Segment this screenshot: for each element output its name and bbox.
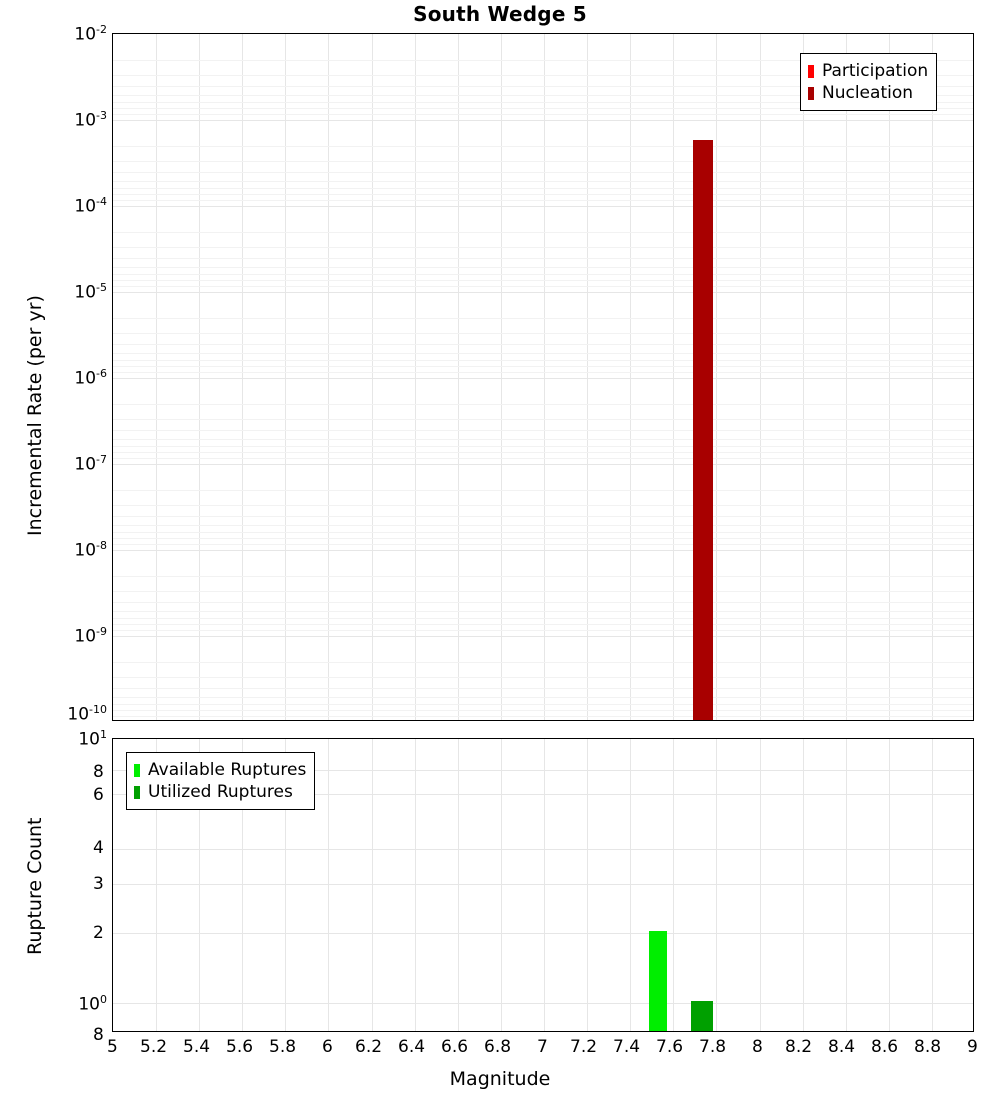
xtick-16: 8.2 xyxy=(785,1037,813,1057)
available-ruptures-swatch xyxy=(134,764,140,777)
ytick-top-8: $10^{-10}$ xyxy=(67,703,107,725)
xtick-8: 6.6 xyxy=(441,1037,469,1057)
utilized-ruptures-swatch xyxy=(134,786,140,799)
bar-available-ruptures xyxy=(649,931,667,1031)
xtick-12: 7.4 xyxy=(613,1037,641,1057)
xtick-19: 8.8 xyxy=(914,1037,942,1057)
xtick-6: 6.2 xyxy=(355,1037,383,1057)
xtick-3: 5.6 xyxy=(226,1037,254,1057)
ytick-top-4: $10^{-6}$ xyxy=(74,367,107,389)
xtick-1: 5.2 xyxy=(140,1037,168,1057)
legend-item-utilized-ruptures xyxy=(134,781,306,803)
xtick-7: 6.4 xyxy=(398,1037,426,1057)
ylabel-bottom-panel: Rupture Count xyxy=(24,817,46,955)
ytick-top-1: $10^{-3}$ xyxy=(74,109,107,131)
legend-item-nucleation xyxy=(808,82,928,104)
ytick-bottom-4: 3 xyxy=(93,874,104,894)
legend-bottom-panel xyxy=(126,752,315,810)
bar-utilized-ruptures xyxy=(691,1001,713,1031)
ytick-top-3: $10^{-5}$ xyxy=(74,281,107,303)
ytick-top-7: $10^{-9}$ xyxy=(74,625,107,647)
ytick-bottom-1: 8 xyxy=(93,762,104,782)
ytick-bottom-5: 2 xyxy=(93,923,104,943)
ytick-bottom-3: 4 xyxy=(93,838,104,858)
ytick-bottom-6: $10^0$ xyxy=(78,993,107,1015)
xtick-4: 5.8 xyxy=(269,1037,297,1057)
ytick-top-2: $10^{-4}$ xyxy=(74,195,107,217)
ytick-bottom-7: 8 xyxy=(93,1025,104,1045)
legend-top-panel xyxy=(800,53,937,111)
xtick-20: 9 xyxy=(967,1037,978,1057)
legend-label: Nucleation xyxy=(822,82,914,103)
xtick-0: 5 xyxy=(107,1037,118,1057)
incremental-rate-plot xyxy=(112,33,974,721)
xtick-2: 5.4 xyxy=(183,1037,211,1057)
legend-label: Utilized Ruptures xyxy=(148,781,293,802)
xtick-9: 6.8 xyxy=(484,1037,512,1057)
xtick-17: 8.4 xyxy=(828,1037,856,1057)
ytick-bottom-2: 6 xyxy=(93,785,104,805)
xtick-5: 6 xyxy=(322,1037,333,1057)
legend-label: Available Ruptures xyxy=(148,759,307,780)
bar-nucleation xyxy=(693,140,713,720)
page-title: South Wedge 5 xyxy=(413,2,587,26)
legend-item-available-ruptures xyxy=(134,759,306,781)
nucleation-swatch xyxy=(808,87,814,100)
xtick-10: 7 xyxy=(537,1037,548,1057)
ytick-top-0: $10^{-2}$ xyxy=(74,23,107,45)
xtick-11: 7.2 xyxy=(570,1037,598,1057)
xtick-14: 7.8 xyxy=(699,1037,727,1057)
participation-swatch xyxy=(808,65,814,78)
xtick-15: 8 xyxy=(752,1037,763,1057)
xtick-13: 7.6 xyxy=(656,1037,684,1057)
xlabel: Magnitude xyxy=(449,1068,551,1090)
ylabel-top-panel: Incremental Rate (per yr) xyxy=(24,295,46,536)
ytick-top-5: $10^{-7}$ xyxy=(74,453,107,475)
legend-label: Participation xyxy=(822,60,929,81)
ytick-top-6: $10^{-8}$ xyxy=(74,539,107,561)
ytick-bottom-0: $10^1$ xyxy=(78,728,107,750)
xtick-18: 8.6 xyxy=(871,1037,899,1057)
legend-item-participation xyxy=(808,60,928,82)
